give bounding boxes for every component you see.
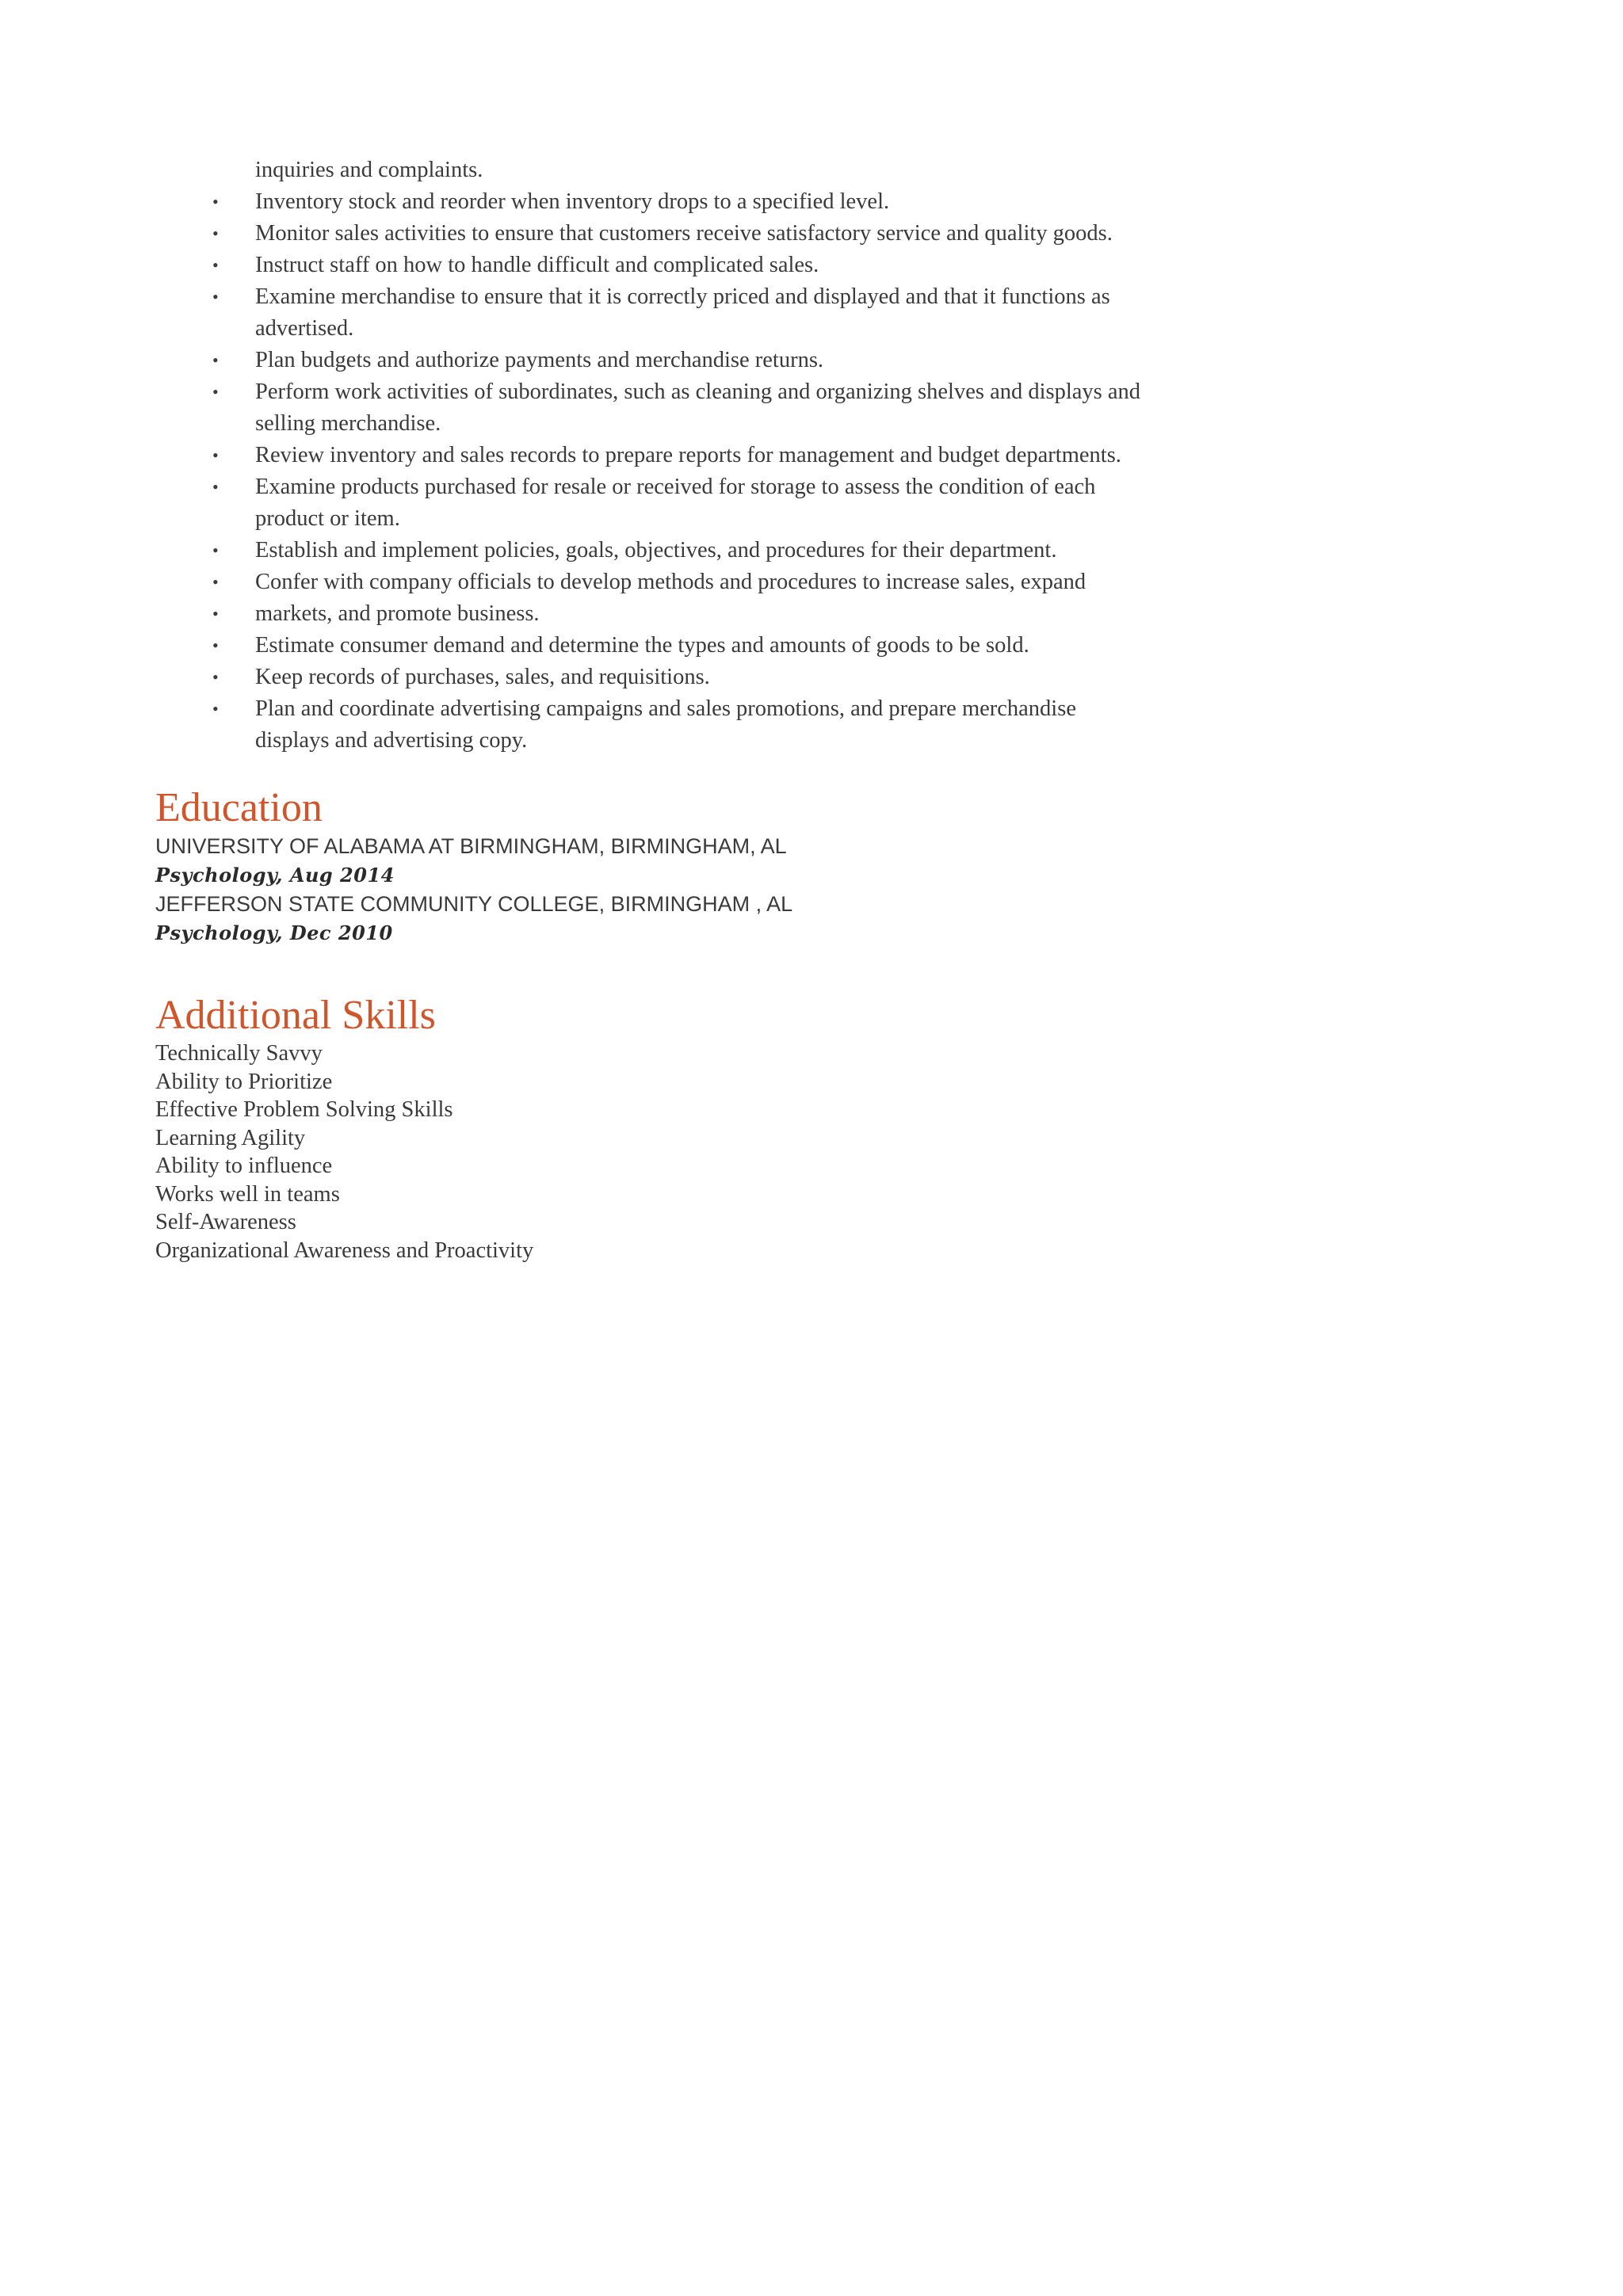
education-entry bbox=[155, 832, 1503, 890]
education-entry bbox=[155, 890, 1503, 948]
skill-item: Works well in teams bbox=[155, 1181, 340, 1207]
skill-item: Learning Agility bbox=[155, 1125, 306, 1150]
bullet-icon: • bbox=[212, 255, 219, 275]
bullet-icon: • bbox=[212, 287, 219, 307]
skill-item: Self-Awareness bbox=[155, 1210, 296, 1234]
duty-item: • Examine products purchased for resale or received for storage to assess the condition of each bbox=[255, 472, 1325, 502]
skill-item: Effective Problem Solving Skills bbox=[155, 1097, 453, 1122]
duty-item: • Plan budgets and authorize payments and merchandise returns. bbox=[255, 345, 1325, 376]
skill-item: Ability to Prioritize bbox=[155, 1069, 333, 1094]
duty-item: • Establish and implement policies, goals, objectives, and procedures for their department. bbox=[255, 536, 1325, 566]
duty-item: • Instruct staff on how to handle difficult and complicated sales. bbox=[255, 250, 1325, 280]
school-name: UNIVERSITY OF ALABAMA AT BIRMINGHAM, BIRMINGHAM, AL bbox=[155, 834, 787, 858]
duty-item: • Perform work activities of subordinates, such as cleaning and organizing shelves and displays and bbox=[255, 377, 1325, 407]
skills-list bbox=[155, 1039, 1503, 1264]
skills-heading: Additional Skills bbox=[155, 993, 436, 1038]
duty-item: • Keep records of purchases, sales, and requisitions. bbox=[255, 662, 1325, 692]
bullet-icon: • bbox=[212, 635, 219, 655]
duty-item: • Confer with company officials to develop methods and procedures to increase sales, expand bbox=[255, 567, 1325, 597]
bullet-icon: • bbox=[212, 604, 219, 624]
duty-item: • Estimate consumer demand and determine the types and amounts of goods to be sold. bbox=[255, 631, 1325, 661]
duty-item: displays and advertising copy. bbox=[255, 728, 528, 753]
duty-item: product or item. bbox=[255, 506, 400, 531]
degree-date: Psychology, Dec 2010 bbox=[155, 921, 393, 944]
skills-section bbox=[155, 992, 1503, 1264]
skill-item: Ability to influence bbox=[155, 1154, 333, 1178]
duty-item: • Inventory stock and reorder when inventory drops to a specified level. bbox=[255, 187, 1325, 217]
duty-item: • Review inventory and sales records to prepare reports for management and budget departments. bbox=[255, 441, 1325, 471]
duty-item: • markets, and promote business. bbox=[255, 599, 1325, 629]
bullet-icon: • bbox=[212, 382, 219, 402]
bullet-icon: • bbox=[212, 572, 219, 592]
education-section bbox=[155, 784, 1503, 948]
bullet-icon: • bbox=[212, 477, 219, 497]
education-heading: Education bbox=[155, 785, 323, 830]
bullet-icon: • bbox=[212, 540, 219, 560]
bullet-icon: • bbox=[212, 223, 219, 243]
duty-item: • Monitor sales activities to ensure that customers receive satisfactory service and quality goods. bbox=[255, 219, 1325, 249]
skill-item: Technically Savvy bbox=[155, 1041, 323, 1066]
duty-item: • Examine merchandise to ensure that it is correctly priced and displayed and that it functions as bbox=[255, 282, 1325, 312]
bullet-icon: • bbox=[212, 445, 219, 465]
duty-item: inquiries and complaints. bbox=[255, 158, 483, 182]
bullet-icon: • bbox=[212, 192, 219, 212]
degree-date: Psychology, Aug 2014 bbox=[155, 864, 395, 887]
bullet-icon: • bbox=[212, 350, 219, 370]
bullet-icon: • bbox=[212, 667, 219, 687]
experience-duties-list bbox=[200, 155, 1325, 757]
skill-item: Organizational Awareness and Proactivity bbox=[155, 1238, 534, 1263]
duty-item: • Plan and coordinate advertising campaigns and sales promotions, and prepare merchandise bbox=[255, 694, 1325, 724]
school-name: JEFFERSON STATE COMMUNITY COLLEGE, BIRMINGHAM , AL bbox=[155, 892, 793, 916]
duty-item: selling merchandise. bbox=[255, 411, 441, 436]
duty-item: advertised. bbox=[255, 316, 354, 341]
bullet-icon: • bbox=[212, 699, 219, 719]
